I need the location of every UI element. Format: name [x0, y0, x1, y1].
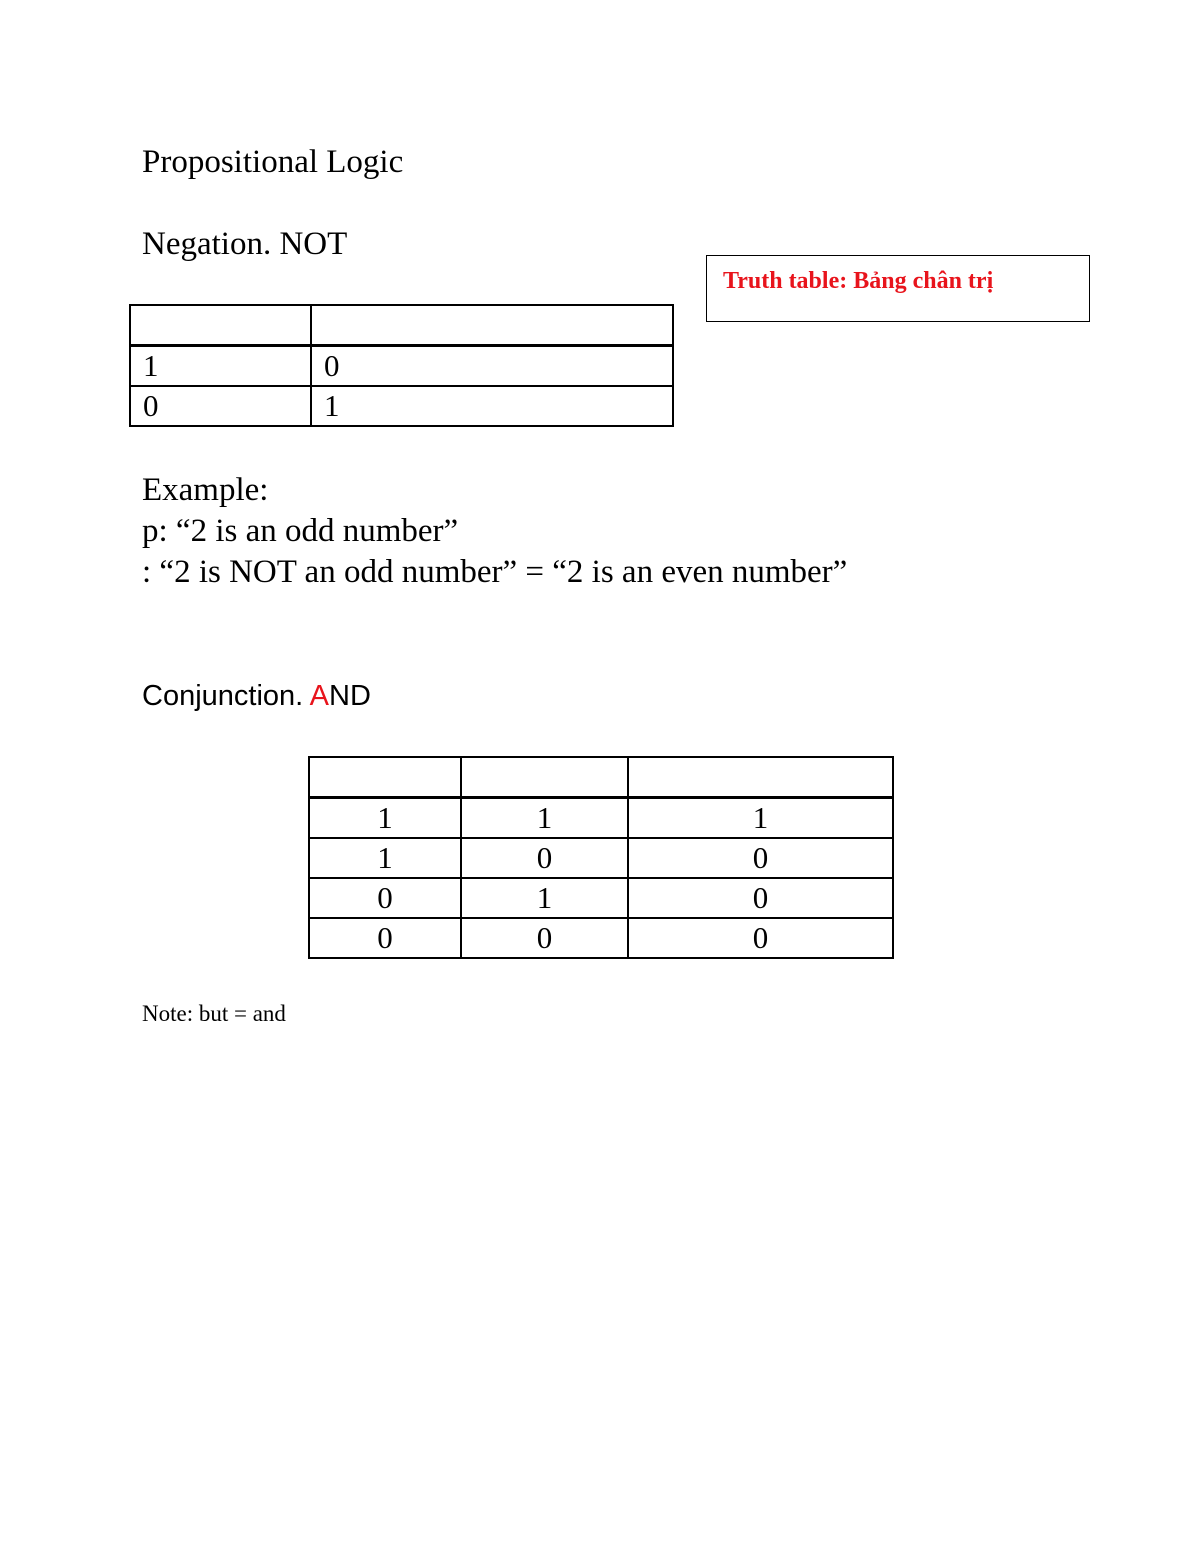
table-cell: 0 — [309, 878, 461, 918]
table-row — [130, 386, 673, 426]
example-label: Example: — [142, 472, 269, 508]
table-row — [130, 346, 673, 387]
table-cell: 1 — [461, 798, 628, 839]
conjunction-heading-highlight: A — [309, 680, 330, 712]
table-cell: 1 — [130, 346, 311, 387]
table-header-row — [309, 757, 893, 798]
table-row — [309, 878, 893, 918]
table-header-cell — [461, 757, 628, 798]
conjunction-heading-suffix: ND — [329, 680, 371, 712]
table-cell: 0 — [628, 878, 893, 918]
table-cell: 0 — [309, 918, 461, 958]
table-header-row — [130, 305, 673, 346]
conjunction-truth-table — [308, 756, 894, 959]
table-cell: 0 — [461, 838, 628, 878]
table-header-cell — [311, 305, 673, 346]
truth-table-note-text: Truth table: Bảng chân trị — [723, 268, 994, 294]
table-cell: 0 — [461, 918, 628, 958]
table-cell: 1 — [311, 386, 673, 426]
table-cell: 1 — [309, 838, 461, 878]
table-cell: 0 — [628, 838, 893, 878]
table-header-cell — [130, 305, 311, 346]
example-negation-p: : “2 is NOT an odd number” = “2 is an even number” — [142, 554, 848, 590]
example-proposition-p: p: “2 is an odd number” — [142, 513, 459, 549]
truth-table-note-box — [706, 255, 1090, 322]
table-header-cell — [628, 757, 893, 798]
negation-truth-table — [129, 304, 674, 427]
table-cell: 0 — [130, 386, 311, 426]
table-cell: 0 — [628, 918, 893, 958]
table-row — [309, 798, 893, 839]
conjunction-heading-prefix: Conjunction. — [142, 680, 310, 712]
table-cell: 1 — [461, 878, 628, 918]
table-cell: 1 — [628, 798, 893, 839]
page-title: Propositional Logic — [142, 144, 404, 180]
table-header-cell — [309, 757, 461, 798]
table-cell: 1 — [309, 798, 461, 839]
table-row — [309, 918, 893, 958]
note-line: Note: but = and — [142, 1001, 286, 1026]
conjunction-heading — [142, 675, 371, 717]
table-cell: 0 — [311, 346, 673, 387]
example-block — [142, 470, 847, 593]
table-row — [309, 838, 893, 878]
negation-heading: Negation. NOT — [142, 226, 348, 262]
